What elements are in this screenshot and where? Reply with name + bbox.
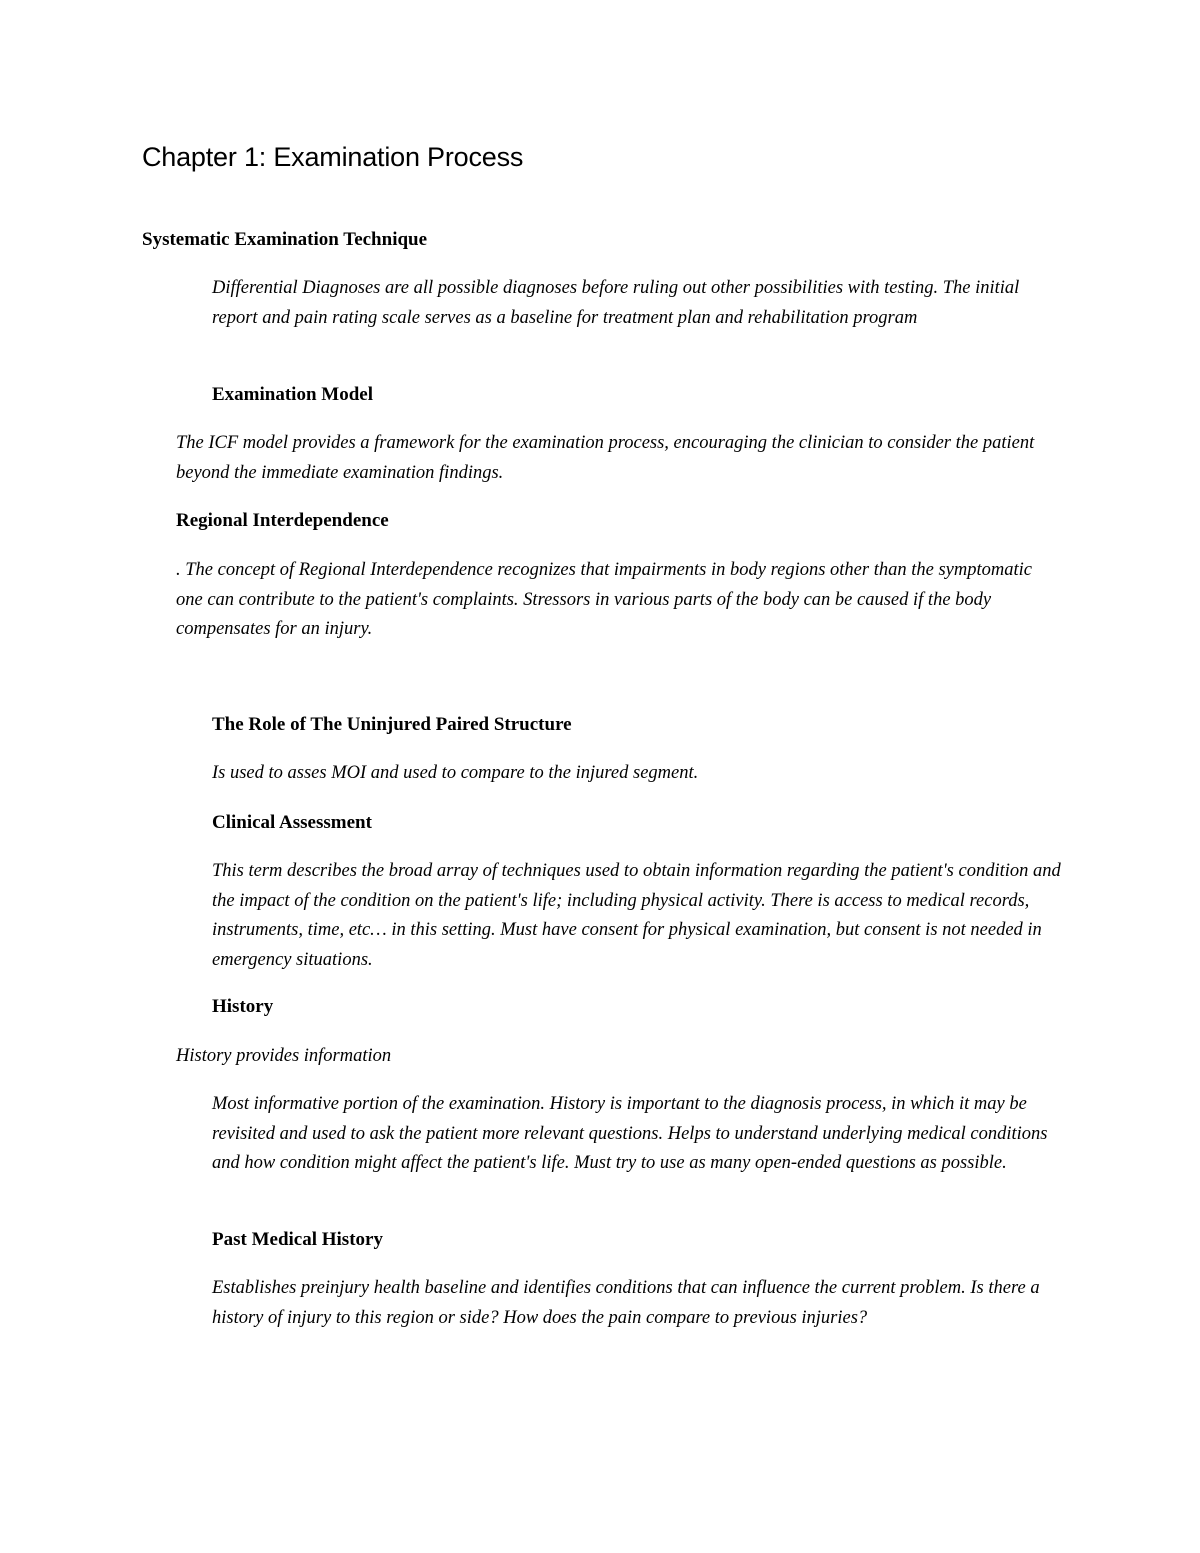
heading-uninjured-paired-structure: The Role of The Uninjured Paired Structure [212, 714, 572, 735]
paragraph-differential-diagnoses: Differential Diagnoses are all possible diagnoses before ruling out other possibilities with testing. The initial report and pain rating scale serves as a baseline for treatment plan and rehabilitation program [212, 278, 1020, 328]
paragraph-clinical-assessment: This term describes the broad array of techniques used to obtain information regarding the patient's condition and the impact of the condition on the patient's life; including physical activity. There is access to medical records, instruments, time, etc… in this setting. Must have consent for physical examination, but consent is not needed in emergency situations. [212, 861, 1061, 970]
heading-past-medical-history: Past Medical History [212, 1229, 383, 1250]
heading-clinical-assessment: Clinical Assessment [212, 812, 372, 833]
paragraph-icf-model: The ICF model provides a framework for the examination process, encouraging the clinician to consider the patient beyond the immediate examination findings. [176, 433, 1035, 483]
chapter-title: Chapter 1: Examination Process [142, 142, 524, 172]
heading-history: History [212, 996, 274, 1017]
paragraph-history-details: Most informative portion of the examination. History is important to the diagnosis process, in which it may be revisited and used to ask the patient more relevant questions. Helps to understand underlying medical conditions and how condition might affect the patient's life. Must try to use as many open-ended questions as possible. [212, 1094, 1048, 1173]
paragraph-regional-interdependence: . The concept of Regional Interdependence recognizes that impairments in body regions other than the symptomatic one can contribute to the patient's complaints. Stressors in various parts of the body can be caused if the body compensates for an injury. [176, 560, 1032, 639]
heading-regional-interdependence: Regional Interdependence [176, 510, 389, 531]
heading-systematic-examination-technique: Systematic Examination Technique [142, 229, 428, 250]
paragraph-past-medical-history: Establishes preinjury health baseline and identifies conditions that can influence the current problem. Is there a history of injury to this region or side? How does the pain compare to previous injuries? [212, 1278, 1040, 1328]
heading-examination-model: Examination Model [212, 384, 373, 405]
paragraph-uninjured-paired-structure: Is used to asses MOI and used to compare to the injured segment. [212, 763, 699, 783]
paragraph-history-provides-information: History provides information [176, 1046, 392, 1066]
